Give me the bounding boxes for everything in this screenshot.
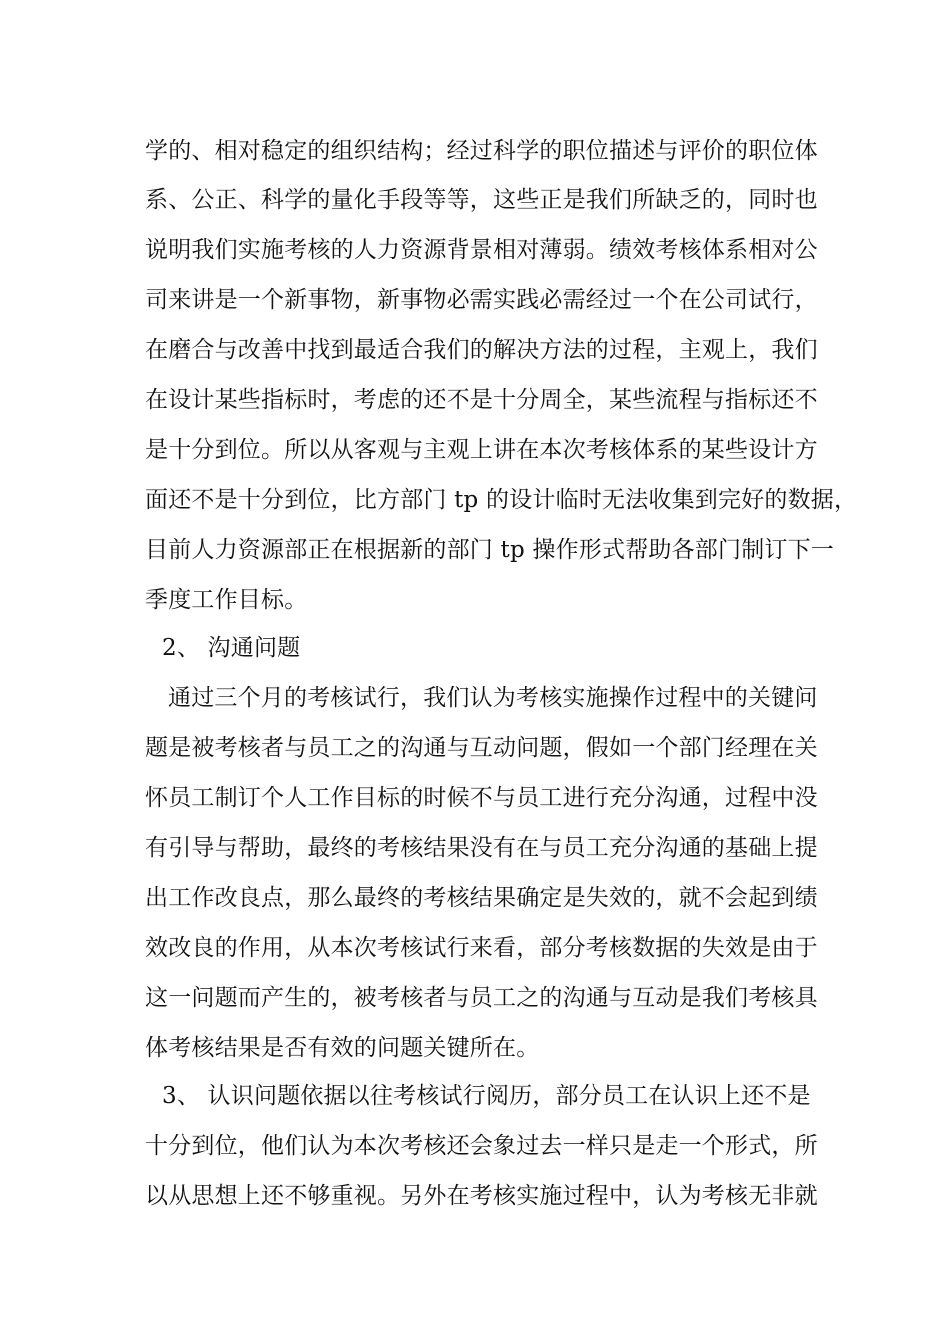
paragraph-line: 司来讲是一个新事物，新事物必需实践必需经过一个在公司试行， bbox=[145, 287, 818, 313]
paragraph-line: 季度工作目标。 bbox=[145, 587, 308, 613]
paragraph-line: 系、公正、科学的量化手段等等，这些正是我们所缺乏的，同时也 bbox=[145, 187, 818, 213]
paragraph-line: 在磨合与改善中找到最适合我们的解决方法的过程，主观上，我们 bbox=[145, 337, 818, 363]
section-heading: 3、 认识问题依据以往考核试行阅历，部分员工在认识上还不是 bbox=[162, 1083, 811, 1109]
paragraph-line: 在设计某些指标时，考虑的还不是十分周全，某些流程与指标还不 bbox=[145, 387, 818, 413]
paragraph-line: 出工作改良点，那么最终的考核结果确定是失效的，就不会起到绩 bbox=[145, 885, 818, 911]
paragraph-line: 十分到位，他们认为本次考核还会象过去一样只是走一个形式，所 bbox=[145, 1133, 818, 1159]
paragraph-line: 体考核结果是否有效的问题关键所在。 bbox=[145, 1035, 540, 1061]
paragraph-line: 通过三个月的考核试行，我们认为考核实施操作过程中的关键问 bbox=[168, 685, 818, 711]
paragraph-line: 目前人力资源部正在根据新的部门 tp 操作形式帮助各部门制订下一 bbox=[145, 537, 834, 563]
paragraph-line: 怀员工制订个人工作目标的时候不与员工进行充分沟通，过程中没 bbox=[145, 785, 818, 811]
paragraph-line: 有引导与帮助，最终的考核结果没有在与员工充分沟通的基础上提 bbox=[145, 835, 818, 861]
paragraph-line: 说明我们实施考核的人力资源背景相对薄弱。绩效考核体系相对公 bbox=[145, 237, 818, 263]
paragraph-line: 是十分到位。所以从客观与主观上讲在本次考核体系的某些设计方 bbox=[145, 437, 818, 463]
section-heading: 2、 沟通问题 bbox=[162, 635, 301, 661]
paragraph-line: 以从思想上还不够重视。另外在考核实施过程中，认为考核无非就 bbox=[145, 1183, 818, 1209]
paragraph-line: 这一问题而产生的，被考核者与员工之的沟通与互动是我们考核具 bbox=[145, 985, 818, 1011]
paragraph-line: 效改良的作用，从本次考核试行来看，部分考核数据的失效是由于 bbox=[145, 935, 818, 961]
paragraph-line: 题是被考核者与员工之的沟通与互动问题，假如一个部门经理在关 bbox=[145, 735, 818, 761]
paragraph-line: 学的、相对稳定的组织结构；经过科学的职位描述与评价的职位体 bbox=[145, 138, 818, 164]
paragraph-line: 面还不是十分到位，比方部门 tp 的设计临时无法收集到完好的数据， bbox=[145, 487, 858, 513]
